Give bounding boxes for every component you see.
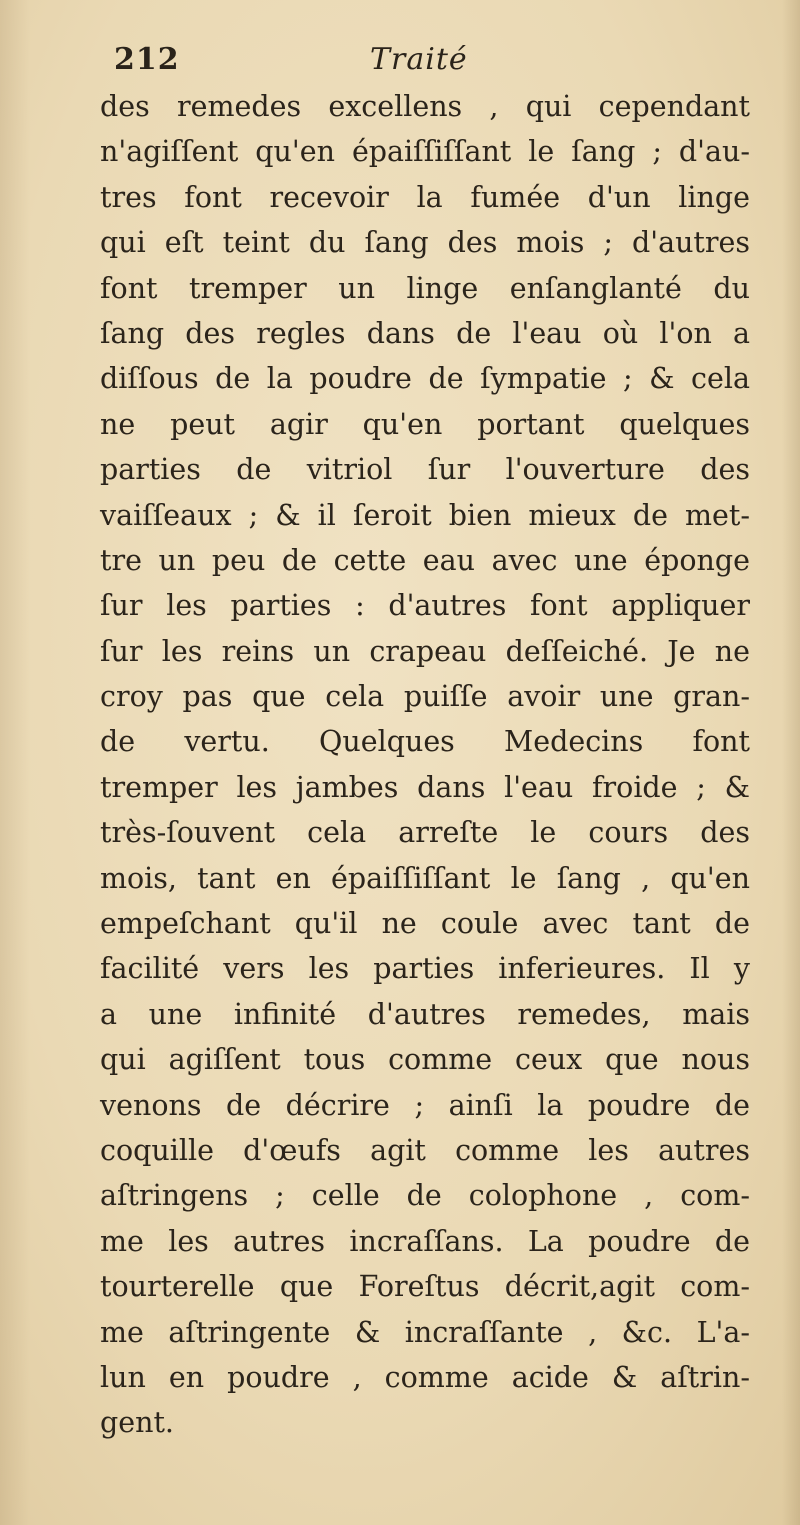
text-line: de vertu. Quelques Medecins font (100, 725, 750, 759)
text-line: croy pas que cela puiſſe avoir une gran- (100, 680, 750, 714)
text-line: des remedes excellens , qui cependant (100, 90, 750, 123)
page-number: 212 (114, 42, 180, 77)
text-line: qui eſt teint du ſang des mois ; d'autres (100, 226, 750, 260)
text-line: parties de vitriol ſur l'ouverture des (100, 453, 750, 487)
text-line: ſur les parties : d'autres font appliquer (100, 589, 750, 623)
text-line: tourterelle que Foreſtus décrit,agit com- (100, 1270, 750, 1304)
text-line: tremper les jambes dans l'eau froide ; & (100, 770, 750, 804)
text-line: vaiſſeaux ; & il ſeroit bien mieux de met- (100, 498, 750, 532)
text-line: ſur les reins un crapeau deſſeiché. Je ne (100, 634, 750, 668)
text-line: mois, tant en épaiſſiſſant le ſang , qu'en (100, 861, 750, 895)
text-line: facilité vers les parties inferieures. Il y (100, 952, 750, 986)
page-edge-shadow (782, 0, 800, 1525)
text-line: me les autres incraſſans. La poudre de (100, 1224, 750, 1258)
body-text (100, 84, 750, 1446)
text-line: coquille d'œufs agit comme les autres (100, 1133, 750, 1167)
text-line: font tremper un linge enſanglanté du (100, 271, 750, 305)
text-line: qui agiſſent tous comme ceux que nous (100, 1043, 750, 1077)
text-line: aſtringens ; celle de colophone , com- (100, 1179, 750, 1213)
running-title: Traité (370, 42, 468, 77)
text-line: tre un peu de cette eau avec une éponge (100, 543, 750, 577)
text-line: ſang des regles dans de l'eau où l'on a (100, 316, 750, 350)
page-header (108, 42, 748, 82)
text-line: n'agiſſent qu'en épaiſſiſſant le ſang ; d'au- (100, 135, 750, 169)
gutter-shadow (0, 0, 30, 1525)
text-line: gent. (100, 1406, 174, 1440)
text-line: ne peut agir qu'en portant quelques (100, 407, 750, 441)
text-line: me aſtringente & incraſſante , &c. L'a- (100, 1315, 750, 1349)
text-line: tres font recevoir la fumée d'un linge (100, 180, 750, 214)
text-line: venons de décrire ; ainſi la poudre de (100, 1088, 750, 1122)
text-line: empeſchant qu'il ne coule avec tant de (100, 907, 750, 941)
text-line: très-ſouvent cela arreſte le cours des (100, 816, 750, 850)
text-line: diſſous de la poudre de ſympatie ; & cela (100, 362, 750, 396)
text-line: lun en poudre , comme acide & aſtrin- (100, 1360, 750, 1394)
text-line: a une infinité d'autres remedes, mais (100, 997, 750, 1031)
